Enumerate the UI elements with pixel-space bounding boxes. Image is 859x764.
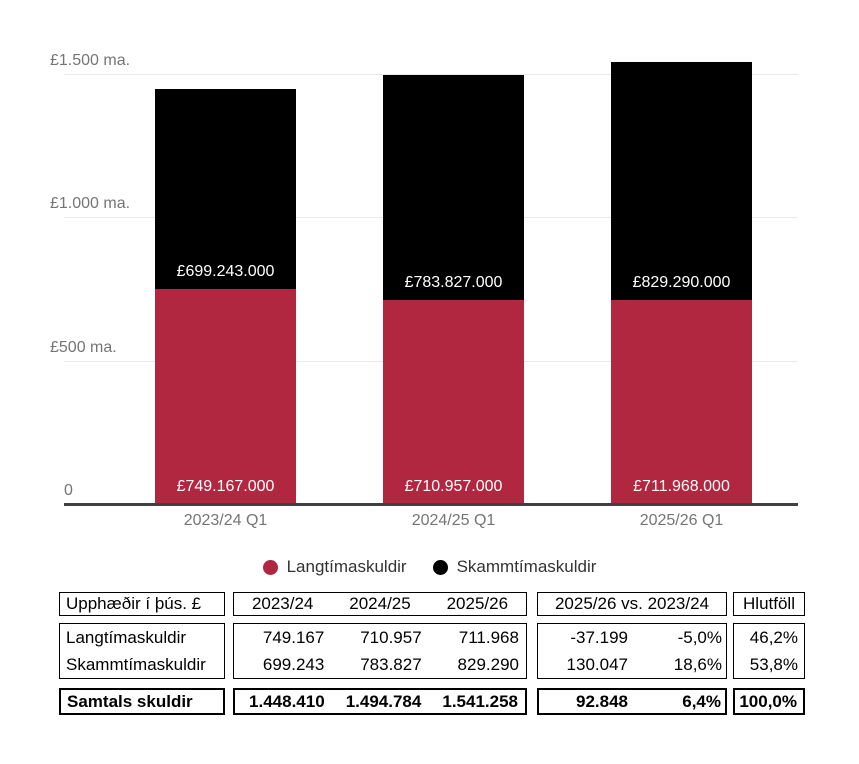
table-cell: 699.243 (262, 655, 325, 674)
table-total-label (59, 688, 225, 715)
bar-value-label: £749.167.000 (176, 477, 275, 495)
table-cell: 783.827 (360, 655, 422, 674)
table-cell: 1.494.784 (345, 692, 422, 711)
bar-value-label: £710.957.000 (404, 477, 503, 495)
table-total-years (233, 688, 527, 715)
table-cell: Skammtímaskuldir (66, 655, 206, 674)
table-detail-years (233, 623, 527, 679)
table-header-comparison (537, 592, 727, 616)
table-cell: 711.968 (458, 628, 519, 647)
table-cell: 710.957 (360, 628, 422, 647)
table-cell: 2025/26 vs. 2023/24 (554, 594, 710, 613)
legend-item-label: Skammtímaskuldir (456, 557, 597, 576)
table-detail-ratio (733, 623, 805, 679)
bar-value-label: £699.243.000 (176, 263, 275, 281)
table-row (60, 624, 224, 651)
bar-segment-skammtimaskuldir (155, 89, 296, 289)
y-axis-tick-label: 0 (64, 482, 73, 499)
legend-item-skammtimaskuldir (433, 557, 597, 577)
y-axis-tick-label: £1.000 ma. (50, 195, 131, 213)
table-cell: 130.047 (566, 655, 628, 674)
table-total-comparison (537, 688, 727, 715)
legend-item-langtimaskuldir (263, 557, 407, 577)
table-cell: 2025/26 (446, 594, 509, 613)
table-header-ratio (733, 592, 805, 616)
table-cell: 1.448.410 (249, 692, 325, 711)
table-cell: 829.290 (457, 655, 519, 674)
bar-value-label: £783.827.000 (404, 274, 503, 292)
table-header-years (233, 592, 527, 616)
table-cell: 2023/24 (251, 594, 314, 613)
bar-segment-skammtimaskuldir (383, 75, 524, 300)
table-cell: 1.541.258 (442, 692, 519, 711)
table-detail-labels (59, 623, 225, 679)
table-cell: 18,6% (673, 655, 722, 674)
table-row (60, 651, 224, 678)
table-cell: 749.167 (262, 628, 325, 647)
bar-segment-langtimaskuldir (383, 300, 524, 504)
data-table (59, 592, 805, 715)
bar-segment-skammtimaskuldir (611, 62, 752, 300)
x-axis-category-label: 2024/25 Q1 (411, 512, 496, 529)
x-axis-line (64, 503, 798, 506)
table-detail-band (59, 616, 805, 679)
legend-marker-dot-icon (433, 560, 448, 575)
table-detail-comparison (537, 623, 727, 679)
table-row (538, 651, 726, 678)
table-cell: 46,2% (749, 628, 798, 647)
legend-item-label: Langtímaskuldir (286, 557, 407, 576)
chart-legend (0, 557, 859, 577)
table-total-ratio (733, 688, 805, 715)
bar-value-label: £711.968.000 (633, 477, 730, 495)
table-row (734, 624, 804, 651)
table-header-units (59, 592, 225, 616)
table-header-band (59, 592, 805, 616)
y-axis-tick-label: £500 ma. (50, 338, 117, 356)
table-cell: 92.848 (576, 692, 628, 711)
x-axis-category-label: 2025/26 Q1 (639, 512, 724, 529)
table-cell: 2024/25 (349, 594, 411, 613)
table-cell: Hlutföll (743, 594, 795, 613)
table-cell: 6,4% (682, 692, 721, 711)
legend-marker-dot-icon (263, 560, 278, 575)
table-cell: 53,8% (749, 655, 798, 674)
table-row (234, 624, 526, 651)
table-cell: -37.199 (570, 628, 628, 647)
bar-segment-langtimaskuldir (155, 289, 296, 504)
table-cell: Samtals skuldir (67, 692, 193, 711)
bar-value-label: £829.290.000 (632, 273, 731, 291)
table-row (734, 651, 804, 678)
table-row (234, 651, 526, 678)
table-cell: 100,0% (739, 692, 797, 711)
table-cell: -5,0% (677, 628, 722, 647)
table-cell: Langtímaskuldir (66, 628, 187, 647)
table-total-band (59, 679, 805, 715)
x-axis-category-label: 2023/24 Q1 (183, 512, 268, 529)
y-axis-tick-label: £1.500 ma. (50, 52, 131, 69)
table-cell: Upphæðir í þús. £ (66, 594, 202, 613)
bar-segment-langtimaskuldir (611, 300, 752, 504)
table-row (538, 624, 726, 651)
